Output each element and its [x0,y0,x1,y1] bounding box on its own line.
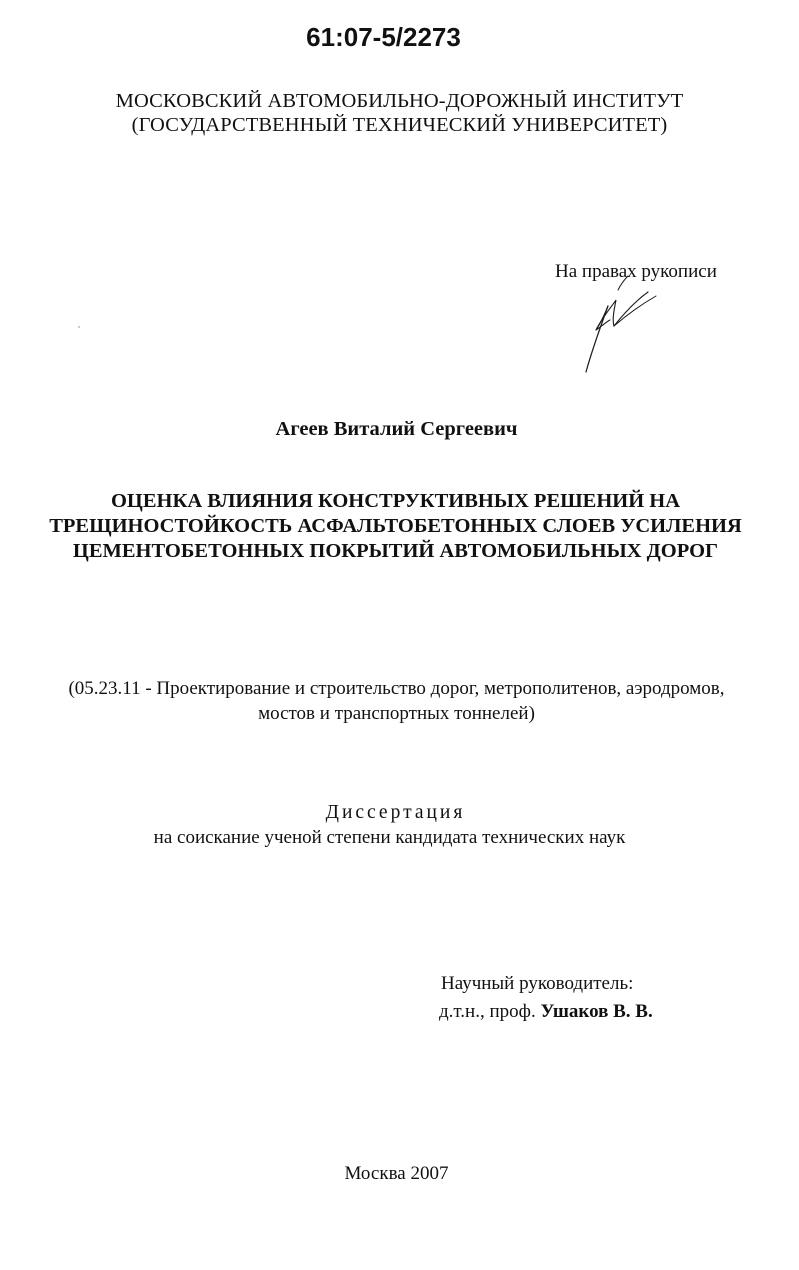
degree-description: на соискание ученой степени кандидата технических наук [153,827,626,848]
rights-note: На правах рукописи [555,261,717,282]
scan-speck [78,326,80,328]
handwritten-signature [578,270,668,380]
institute-subtitle: (ГОСУДАРСТВЕННЫЙ ТЕХНИЧЕСКИЙ УНИВЕРСИТЕТ) [131,114,668,136]
author-name: Агеев Виталий Сергеевич [275,418,518,440]
thesis-title-line-3: ЦЕМЕНТОБЕТОННЫХ ПОКРЫТИЙ АВТОМОБИЛЬНЫХ ДОРОГ [72,540,719,562]
institute-name: МОСКОВСКИЙ АВТОМОБИЛЬНО-ДОРОЖНЫЙ ИНСТИТУТ [115,90,684,112]
specialty-line-2: мостов и транспортных тоннелей) [258,703,535,724]
advisor-degree: д.т.н., проф. [439,1001,536,1022]
advisor-name: Ушаков В. В. [540,1001,653,1022]
city-year: Москва 2007 [344,1163,449,1184]
thesis-title-line-2: ТРЕЩИНОСТОЙКОСТЬ АСФАЛЬТОБЕТОННЫХ СЛОЕВ УСИЛЕНИЯ [49,515,742,537]
advisor-label: Научный руководитель: [441,973,634,994]
thesis-title-line-1: ОЦЕНКА ВЛИЯНИЯ КОНСТРУКТИВНЫХ РЕШЕНИЙ НА [110,490,681,512]
specialty-line-1: (05.23.11 - Проектирование и строительство дорог, метрополитенов, аэродромов, [68,678,725,699]
advisor-line [439,1001,653,1023]
document-number: 61:07-5/2273 [306,22,461,52]
dissertation-label: Диссертация [325,802,466,823]
